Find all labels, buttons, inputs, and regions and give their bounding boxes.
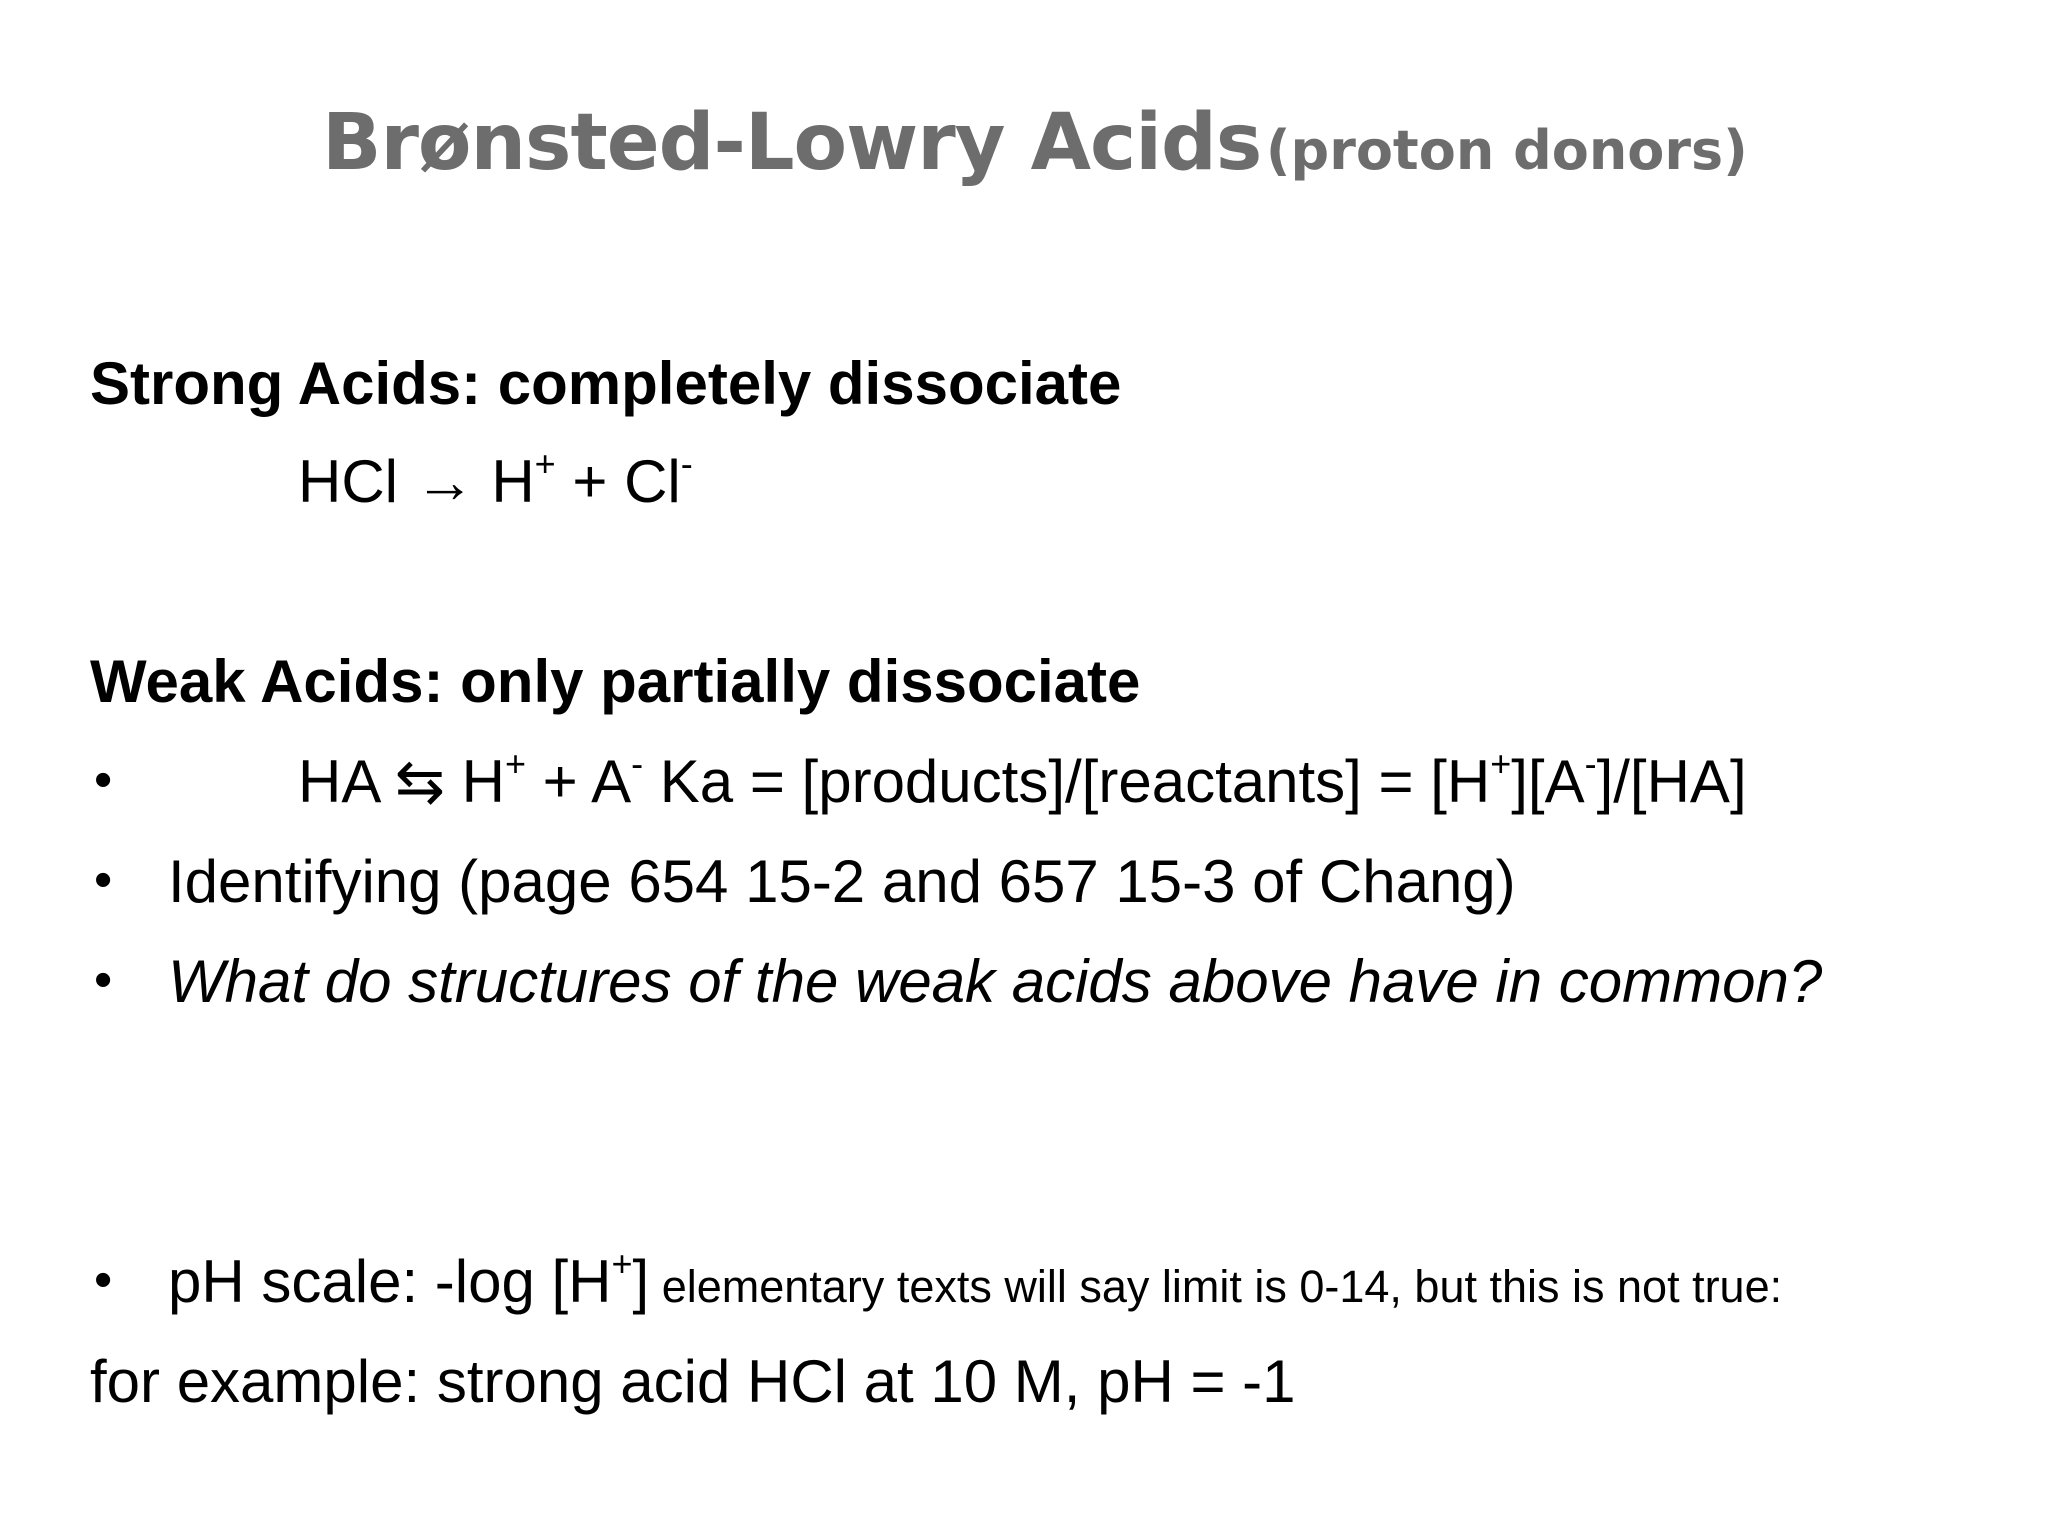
ph-bullet: • bbox=[94, 1251, 113, 1309]
weak-eq-ha: HA ⇆ H bbox=[298, 748, 505, 815]
weak-eq-bullet: • bbox=[94, 751, 113, 809]
identifying-text: Identifying (page 654 15-2 and 657 15-3 of Chang) bbox=[168, 848, 1516, 915]
slide-title bbox=[322, 98, 1748, 188]
strong-eq-cl-charge: - bbox=[680, 443, 693, 484]
ph-h-charge: + bbox=[611, 1243, 633, 1284]
weak-eq-ka-h-charge: + bbox=[1490, 743, 1512, 784]
strong-acids-heading: Strong Acids: completely dissociate bbox=[90, 350, 1122, 417]
weak-eq-a-charge: - bbox=[631, 743, 644, 784]
weak-eq-plus-a: + A bbox=[526, 748, 632, 815]
ph-note: elementary texts will say limit is 0-14, but this is not true: bbox=[649, 1261, 1783, 1312]
weak-eq-ka: Ka = [products]/[reactants] = [H bbox=[643, 748, 1491, 815]
weak-eq-h-charge: + bbox=[504, 743, 527, 784]
title-sub: (proton donors) bbox=[1265, 119, 1748, 182]
strong-eq-plus: + Cl bbox=[555, 448, 681, 515]
ph-label: pH scale: -log [H bbox=[168, 1248, 612, 1315]
title-main: Brønsted-Lowry Acids bbox=[322, 98, 1262, 188]
weak-eq-ka-mid: ][A bbox=[1511, 748, 1585, 815]
example-text: for example: strong acid HCl at 10 M, pH = -1 bbox=[90, 1348, 1296, 1415]
weak-eq-ka-end: ]/[HA] bbox=[1596, 748, 1747, 815]
strong-eq-h-charge: + bbox=[534, 443, 556, 484]
identifying-bullet: • bbox=[94, 851, 113, 909]
strong-eq-lhs: HCl → H bbox=[298, 448, 535, 515]
ph-close: ] bbox=[632, 1248, 650, 1315]
weak-eq-ka-a-charge: - bbox=[1584, 743, 1597, 784]
strong-acid-equation bbox=[298, 443, 693, 515]
weak-acid-equation bbox=[298, 743, 1747, 815]
question-text: What do structures of the weak acids above have in common? bbox=[168, 948, 1823, 1015]
ph-scale-line bbox=[168, 1243, 1783, 1315]
weak-acids-heading: Weak Acids: only partially dissociate bbox=[90, 648, 1141, 715]
question-bullet: • bbox=[94, 951, 113, 1009]
